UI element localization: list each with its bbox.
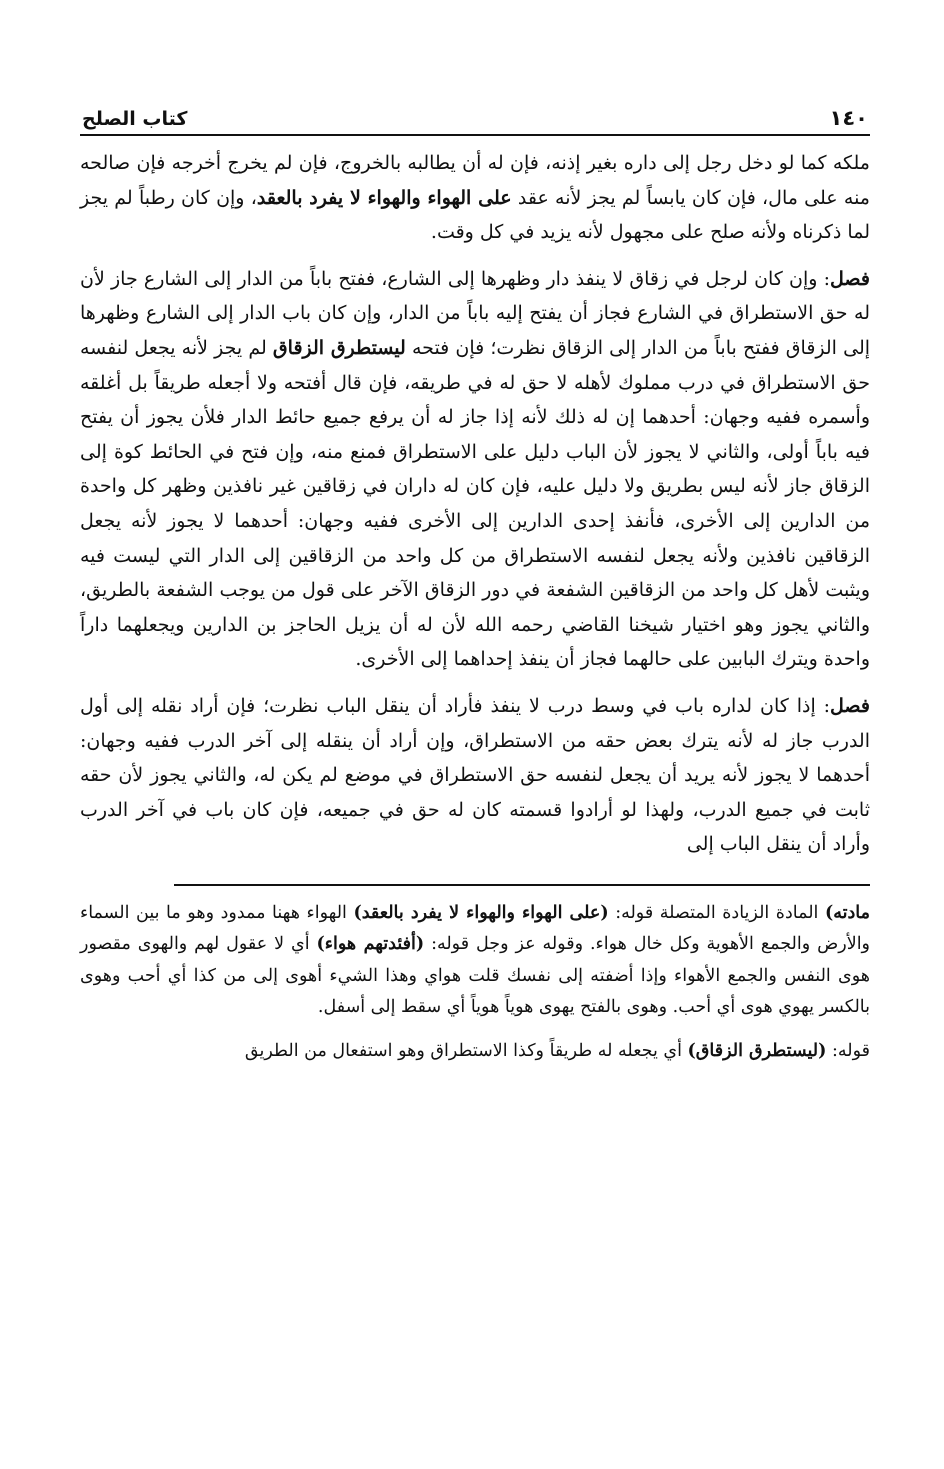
section-marker: فصل [830,267,870,290]
header-rule [80,134,870,136]
paragraph-1: ملكه كما لو دخل رجل إلى داره بغير إذنه، فإن له أن يطالبه بالخروج، فإن لم يخرج أخرجه فإن صالحه منه على مال، فإن كان يابساً لم يجز لأنه عقد على الهواء والهواء لا يفرد بالعقد، وإن كان رطباً لم يجز لما ذكرناه ولأنه صلح على مجهول لأنه يزيد في كل وقت. [80,152,870,244]
footnote-rule [174,884,870,886]
book-page [80,96,870,1067]
page-number: ١٤٠ [829,106,868,130]
bold-phrase: ليستطرق الزقاق [272,336,406,359]
bold-phrase: (على الهواء والهواء لا يفرد بالعقد) [353,902,609,923]
footnote-1: مادته) المادة الزيادة المتصلة قوله: (على الهواء والهواء لا يفرد بالعقد) الهواء ههنا ممدود وهو ما بين السماء والأرض والجمع الأهوية وكل خال هواء. وقوله عز وجل قوله: (أفئدتهم هواء) أي لا عقول لهم والهوى مقصور هوى النفس والجمع الأهواء وإذا أضفته إلى نفسك قلت هواي وهذا الشيء أهوى إلى من كذا أي أحب وهوى بالكسر يهوي هوى أي أحب. وهوى بالفتح يهوى هوياً هوياً أي سقط إلى أسفل. [80,902,871,1018]
section-marker: فصل [830,694,870,717]
bold-phrase: (ليستطرق الزقاق) [687,1040,827,1061]
paragraph-2: فصل: وإن كان لرجل في زقاق لا ينفذ دار وظهرها إلى الشارع، ففتح باباً من الدار إلى الشارع جاز لأن له حق الاستطراق في الشارع فجاز أن يفتح إليه باباً من الدار، وإن كان باب الدار إلى الشارع وظهرها إلى الزقاق ففتح باباً من الدار إلى الزقاق نظرت؛ فإن فتحه ليستطرق الزقاق لم يجز لأنه يجعل لنفسه حق الاستطراق في درب مملوك لأهله لا حق له في طريقه، فإن قال أفتحه ولا أجعله طريقاً بل أغلقه وأسمره ففيه وجهان: أحدهما إن له ذلك لأنه إذا جاز له أن يرفع جميع حائط الدار فلأن يجوز أن يفتح فيه باباً أولى، والثاني لا يجوز لأن الباب دليل على الاستطراق فمنع منه، وإن فتح في الحائط كوة إلى الزقاق جاز لأنه ليس بطريق ولا دليل عليه، فإن كان له داران في زقاقين غير نافذين وظهر كل واحدة من الدارين إلى الأخرى، فأنفذ إحدى الدارين إلى الأخرى ففيه وجهان: أحدهما لا يجوز لأنه يجعل الزقاقين نافذين ولأنه يجعل لنفسه الاستطراق من كل واحد من الزقاقين إلى الدار التي ليست فيه ويثبت لأهل كل واحد من الزقاقين الشفعة في دور الزقاق الآخر على قول من يوجب الشفعة بالطريق، والثاني يجوز وهو اختيار شيخنا القاضي رحمه الله لأن له أن يزيل الحاجز بن الدارين ويجعلهما داراً واحدة ويترك البابين على حالهما فجاز أن ينفذ إحداهما إلى الأخرى. [80,267,871,671]
paragraph-3: فصل: إذا كان لداره باب في وسط درب لا ينفذ فأراد أن ينقل الباب نظرت؛ فإن أراد نقله إلى أول الدرب جاز له لأنه يترك بعض حقه من الاستطراق، وإن أراد أن ينقله إلى آخر الدرب ففيه وجهان: أحدهما لا يجوز لأنه يريد أن يجعل لنفسه حق الاستطراق في موضع لم يكن له، والثاني يجوز لأن حقه ثابت في جميع الدرب، ولهذا لو أرادوا قسمته كان له حق في جميعه، فإن كان باب في آخر الدرب وأراد أن ينقل الباب إلى [80,694,870,856]
running-header [80,96,870,130]
main-text [80,146,870,862]
bold-phrase: (أفئدتهم هواء) [316,934,425,955]
footnote-2: قوله: (ليستطرق الزقاق) أي يجعله له طريقاً وكذا الاستطراق وهو استفعال من الطريق [244,1040,870,1061]
header-title: كتاب الصلح [82,108,188,130]
footnotes [80,898,870,1068]
bold-phrase: على الهواء والهواء لا يفرد بالعقد [256,186,512,209]
